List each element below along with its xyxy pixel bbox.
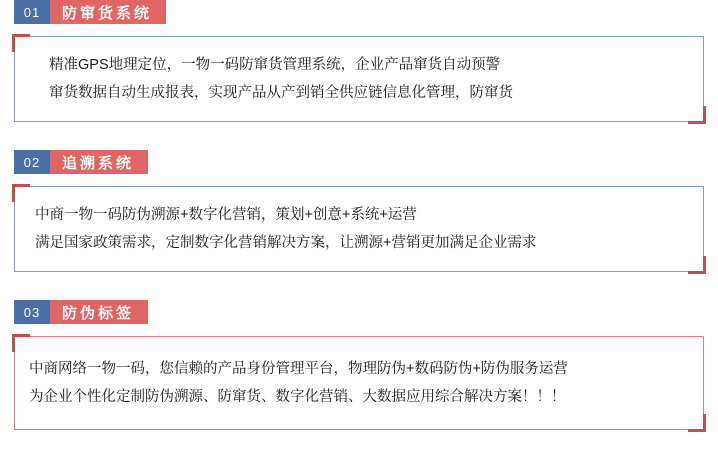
section-header — [0, 300, 718, 326]
section-body — [14, 186, 704, 272]
body-line: 窜货数据自动生成报表，实现产品从产到销全供应链信息化管理，防窜货 — [49, 85, 513, 101]
section-number-badge: 01 — [14, 0, 50, 24]
corner-accent-top-left-icon — [12, 334, 30, 352]
corner-accent-bottom-right-icon — [688, 106, 706, 124]
section-title: 防窜货系统 — [50, 0, 166, 24]
section-body — [14, 336, 704, 430]
section-number-badge: 02 — [14, 150, 50, 174]
corner-accent-bottom-right-icon — [688, 414, 706, 432]
corner-accent-bottom-right-icon — [688, 256, 706, 274]
section-body — [14, 36, 704, 122]
body-line: 中商一物一码防伪溯源+数字化营销，策划+创意+系统+运营 — [35, 207, 417, 223]
body-line: 为企业个性化定制防伪溯源、防窜货、数字化营销、大数据应用综合解决方案！！！ — [29, 389, 566, 405]
body-line: 中商网络一物一码，您信赖的产品身份管理平台，物理防伪+数码防伪+防伪服务运营 — [29, 361, 568, 377]
section-zhuisu — [0, 150, 718, 272]
section-header — [0, 150, 718, 176]
corner-accent-top-left-icon — [12, 184, 30, 202]
body-line: 精准GPS地理定位，一物一码防窜货管理系统，企业产品窜货自动预警 — [49, 57, 501, 73]
section-header — [0, 0, 718, 26]
section-fangwei — [0, 300, 718, 430]
section-number-badge: 03 — [14, 300, 50, 324]
corner-accent-top-left-icon — [12, 34, 30, 52]
section-title: 追溯系统 — [50, 150, 148, 174]
section-fangcuanhuo — [0, 0, 718, 122]
section-title: 防伪标签 — [50, 300, 148, 324]
body-line: 满足国家政策需求，定制数字化营销解决方案，让溯源+营销更加满足企业需求 — [35, 235, 537, 251]
